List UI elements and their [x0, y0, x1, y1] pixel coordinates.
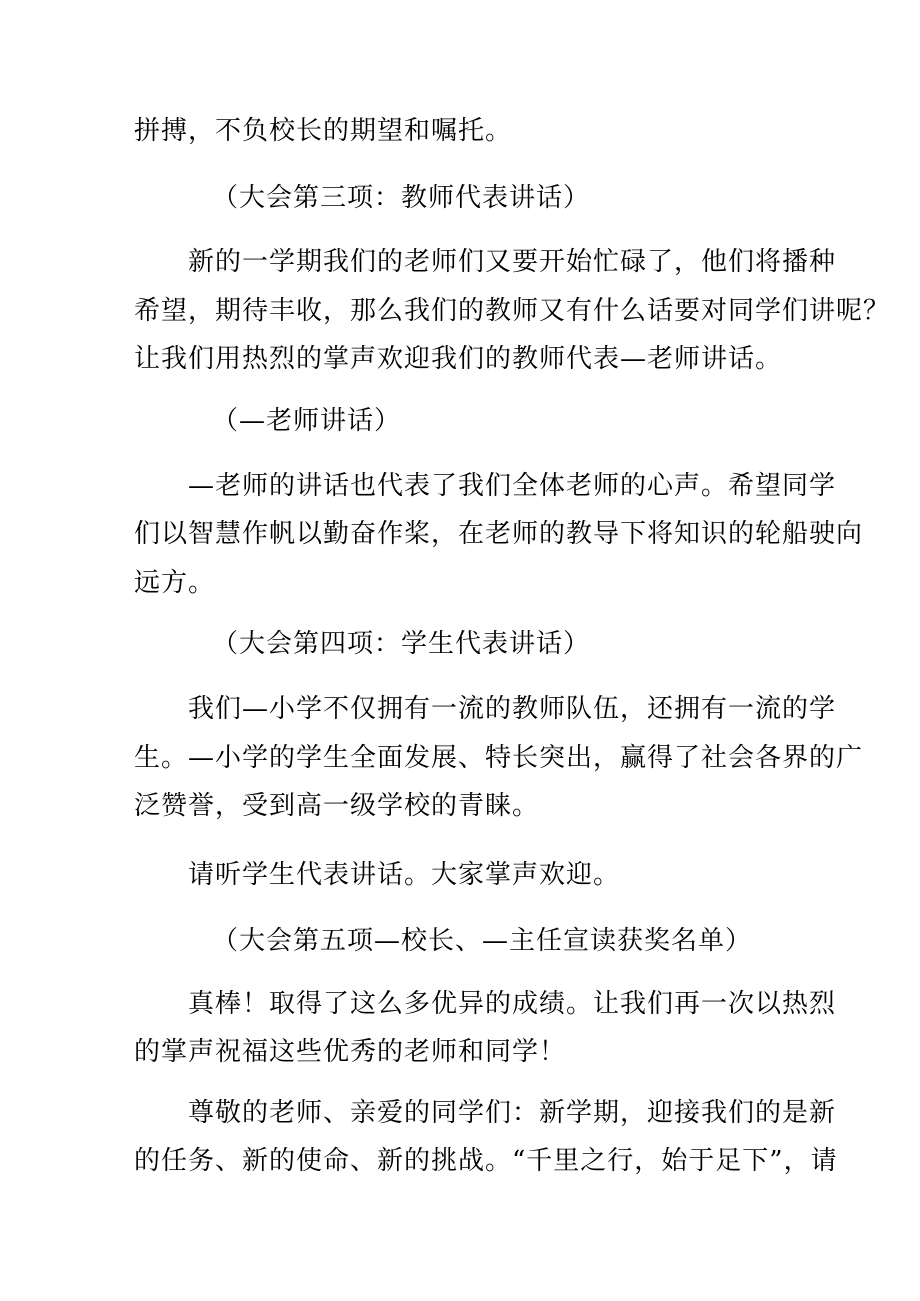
text-line: 尊敬的老师、亲爱的同学们：新学期，迎接我们的是新 [188, 1098, 837, 1128]
text-line: 让我们用热烈的掌声欢迎我们的教师代表—老师讲话。 [134, 344, 783, 374]
section-heading: （大会第五项—校长、—主任宣读获奖名单） [212, 926, 753, 956]
section-heading: （大会第四项：学生代表讲话） [212, 629, 591, 659]
text-line: 泛赞誉，受到高一级学校的青睐。 [134, 791, 540, 821]
text-line: 的任务、新的使命、新的挑战。“千里之行，始于足下”，请 [134, 1146, 838, 1176]
text-line: 新的一学期我们的老师们又要开始忙碌了，他们将播种 [188, 247, 837, 277]
text-line: 我们—小学不仅拥有一流的教师队伍，还拥有一流的学 [188, 694, 837, 724]
text-line: 拼搏，不负校长的期望和嘱托。 [134, 116, 513, 146]
text-line: 们以智慧作帆以勤奋作桨，在老师的教导下将知识的轮船驶向 [134, 519, 864, 549]
text-line: 的掌声祝福这些优秀的老师和同学！ [134, 1037, 567, 1067]
text-line: 请听学生代表讲话。大家掌声欢迎。 [188, 860, 621, 890]
text-line: —老师的讲话也代表了我们全体老师的心声。希望同学 [188, 471, 837, 501]
text-line: 真棒！取得了这么多优异的成绩。让我们再一次以热烈 [188, 989, 837, 1019]
section-heading: （大会第三项：教师代表讲话） [212, 183, 591, 213]
text-line: 希望，期待丰收，那么我们的教师又有什么话要对同学们讲呢？ [134, 296, 891, 326]
section-heading: （—老师讲话） [212, 406, 402, 436]
text-line: 生。—小学的学生全面发展、特长突出，赢得了社会各界的广 [134, 743, 864, 773]
text-line: 远方。 [134, 568, 216, 598]
